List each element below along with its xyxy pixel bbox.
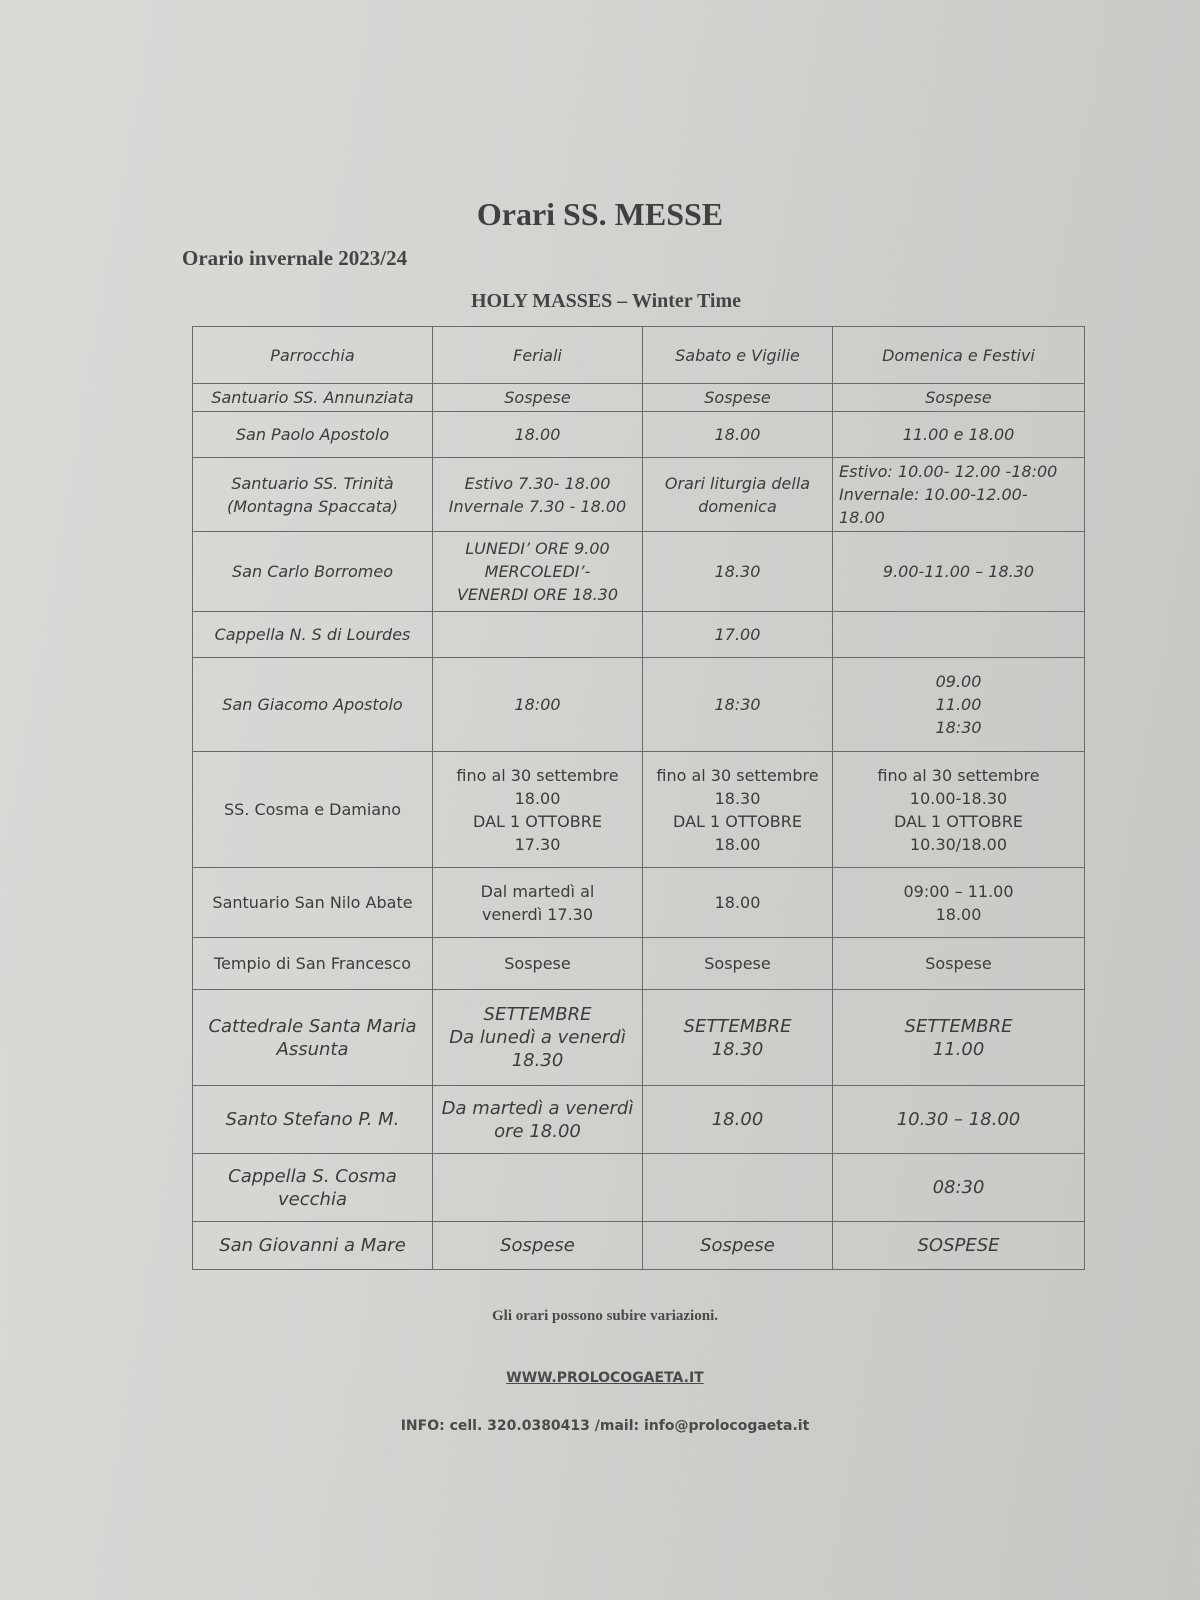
cell-text: 18.30 (714, 788, 761, 808)
saturday-cell (643, 384, 833, 412)
weekday-cell (433, 412, 643, 458)
cell-text: Tempio di San Francesco (214, 954, 411, 973)
sunday-cell (833, 938, 1085, 990)
cell-text: ore 18.00 (494, 1120, 581, 1142)
sunday-cell (833, 1154, 1085, 1222)
table-row (193, 384, 1085, 412)
cell-text: 08:30 (932, 1177, 985, 1198)
saturday-cell (643, 868, 833, 938)
page-title: Orari SS. MESSE (476, 196, 724, 232)
cell-text: 10.00-18.30 (909, 788, 1008, 808)
weekday-cell (433, 990, 643, 1086)
cell-text: 11.00 (935, 695, 982, 714)
cell-text: 11.00 (932, 1038, 985, 1060)
cell-text: SETTEMBRE (904, 1015, 1013, 1037)
column-header-sunday: Domenica e Festivi (833, 327, 1085, 384)
sunday-cell (833, 458, 1085, 532)
cell-text: Sospese (925, 388, 992, 407)
weekday-cell (433, 612, 643, 658)
parish-cell (193, 868, 433, 938)
table-row (193, 990, 1085, 1086)
variation-note: Gli orari possono subire variazioni. (492, 1308, 718, 1324)
table-header-row (193, 327, 1085, 384)
cell-text: San Giacomo Apostolo (222, 695, 403, 714)
cell-text: fino al 30 settembre (656, 765, 819, 785)
table-row (193, 532, 1085, 612)
cell-text: Santo Stefano P. M. (225, 1109, 400, 1130)
table-row (193, 412, 1085, 458)
cell-text: Estivo: 10.00- 12.00 -18:00 (839, 462, 1058, 481)
cell-text: domenica (698, 496, 777, 516)
weekday-cell (433, 458, 643, 532)
sunday-cell (833, 868, 1085, 938)
sunday-cell (833, 1222, 1085, 1270)
cell-text: Sospese (704, 388, 771, 407)
cell-text: 9.00-11.00 – 18.30 (882, 562, 1035, 581)
parish-cell (193, 1086, 433, 1154)
cell-text: LUNEDI’ ORE 9.00 (465, 539, 610, 558)
column-header-saturday: Sabato e Vigilie (643, 327, 833, 384)
table-row (193, 458, 1085, 532)
parish-cell (193, 412, 433, 458)
cell-text: DAL 1 OTTOBRE (894, 811, 1023, 831)
cell-text: 18.00 (839, 508, 885, 527)
cell-text: Sospese (504, 388, 571, 407)
table-row (193, 612, 1085, 658)
cell-text: Santuario SS. Annunziata (211, 388, 414, 407)
saturday-cell (643, 532, 833, 612)
saturday-cell (643, 938, 833, 990)
cell-text: DAL 1 OTTOBRE (473, 811, 602, 831)
cell-text: Assunta (276, 1038, 349, 1060)
cell-text: (Montagna Spaccata) (226, 496, 399, 516)
cell-text: 18:30 (935, 718, 982, 737)
website-link[interactable]: WWW.PROLOCOGAETA.IT (506, 1370, 704, 1386)
cell-text: Cattedrale Santa Maria (208, 1015, 417, 1037)
table-row (193, 868, 1085, 938)
sunday-cell (833, 612, 1085, 658)
parish-cell (193, 1154, 433, 1222)
cell-text: Invernale 7.30 - 18.00 (448, 496, 627, 516)
saturday-cell (643, 1154, 833, 1222)
cell-text: Invernale: 10.00-12.00- (839, 485, 1028, 504)
cell-text: 18.00 (711, 1109, 764, 1130)
cell-text: Estivo 7.30- 18.00 (464, 473, 611, 493)
cell-text: 18.00 (514, 425, 561, 444)
cell-text: DAL 1 OTTOBRE (673, 811, 802, 831)
saturday-cell (643, 752, 833, 868)
parish-cell (193, 384, 433, 412)
cell-text: Orari liturgia della (664, 473, 811, 493)
cell-text: 09:00 – 11.00 (903, 881, 1014, 901)
saturday-cell (643, 412, 833, 458)
cell-text: 18:00 (514, 695, 561, 714)
table-body (193, 384, 1085, 1270)
cell-text: 11.00 e 18.00 (902, 425, 1015, 444)
saturday-cell (643, 612, 833, 658)
parish-cell (193, 658, 433, 752)
weekday-cell (433, 1086, 643, 1154)
weekday-cell (433, 658, 643, 752)
cell-text: Cappella N. S di Lourdes (214, 625, 411, 644)
sunday-cell (833, 990, 1085, 1086)
cell-text: Sospese (704, 954, 771, 973)
weekday-cell (433, 868, 643, 938)
parish-cell (193, 1222, 433, 1270)
parish-cell (193, 938, 433, 990)
mass-schedule-table (192, 326, 1085, 1270)
weekday-cell (433, 938, 643, 990)
cell-text: San Giovanni a Mare (219, 1235, 406, 1256)
cell-text: Sospese (700, 1235, 775, 1256)
weekday-cell (433, 1222, 643, 1270)
cell-text: venerdì 17.30 (481, 904, 594, 924)
cell-text: 18:30 (714, 695, 761, 714)
saturday-cell (643, 658, 833, 752)
cell-text: 17.00 (714, 625, 761, 644)
cell-text: Santuario San Nilo Abate (212, 893, 413, 912)
table-row (193, 658, 1085, 752)
table-row (193, 1222, 1085, 1270)
sunday-cell (833, 532, 1085, 612)
saturday-cell (643, 1086, 833, 1154)
cell-text: Sospese (500, 1235, 575, 1256)
cell-text: SS. Cosma e Damiano (223, 800, 402, 819)
english-title: HOLY MASSES – Winter Time (470, 290, 742, 312)
cell-text: 10.30/18.00 (910, 834, 1007, 854)
cell-text: 18.30 (714, 562, 761, 581)
sunday-cell (833, 412, 1085, 458)
cell-text: 10.30 – 18.00 (896, 1109, 1021, 1130)
cell-text: VENERDI ORE 18.30 (456, 585, 619, 604)
cell-text: fino al 30 settembre (456, 765, 619, 785)
cell-text: 18.00 (714, 893, 761, 912)
cell-text: SOSPESE (917, 1235, 1000, 1256)
weekday-cell (433, 532, 643, 612)
table-row (193, 752, 1085, 868)
parish-cell (193, 752, 433, 868)
cell-text: MERCOLEDI’- (484, 562, 591, 581)
table-row (193, 938, 1085, 990)
weekday-cell (433, 752, 643, 868)
sunday-cell (833, 658, 1085, 752)
parish-cell (193, 532, 433, 612)
cell-text: 18.30 (711, 1038, 764, 1060)
cell-text: 18.00 (935, 904, 982, 924)
cell-text: vecchia (278, 1188, 347, 1210)
cell-text: 18.00 (714, 834, 761, 854)
cell-text: Dal martedì al (480, 881, 595, 901)
cell-text: Santuario SS. Trinità (231, 473, 394, 493)
cell-text: 17.30 (514, 834, 561, 854)
cell-text: Sospese (925, 954, 992, 973)
table-row (193, 1154, 1085, 1222)
saturday-cell (643, 990, 833, 1086)
saturday-cell (643, 1222, 833, 1270)
saturday-cell (643, 458, 833, 532)
cell-text: Cappella S. Cosma (228, 1165, 397, 1187)
parish-cell (193, 458, 433, 532)
column-header-weekdays: Feriali (433, 327, 643, 384)
cell-text: 18.00 (714, 425, 761, 444)
cell-text: San Paolo Apostolo (235, 425, 390, 444)
sunday-cell (833, 752, 1085, 868)
sunday-cell (833, 384, 1085, 412)
cell-text: 18.30 (511, 1050, 564, 1071)
cell-text: Da martedì a venerdì (441, 1097, 634, 1119)
sunday-cell (833, 1086, 1085, 1154)
parish-cell (193, 990, 433, 1086)
cell-text: SETTEMBRE (483, 1004, 592, 1025)
table-row (193, 1086, 1085, 1154)
column-header-parish: Parrocchia (193, 327, 433, 384)
schedule-period: Orario invernale 2023/24 (182, 246, 408, 270)
contact-info: INFO: cell. 320.0380413 /mail: info@prolocogaeta.it (400, 1418, 810, 1434)
cell-text: Sospese (504, 954, 571, 973)
weekday-cell (433, 384, 643, 412)
parish-cell (193, 612, 433, 658)
cell-text: 09.00 (935, 672, 982, 691)
cell-text: San Carlo Borromeo (232, 562, 393, 581)
weekday-cell (433, 1154, 643, 1222)
cell-text: 18.00 (514, 788, 561, 808)
cell-text: fino al 30 settembre (877, 765, 1040, 785)
cell-text: Da lunedì a venerdì (449, 1027, 626, 1048)
cell-text: SETTEMBRE (683, 1015, 792, 1037)
